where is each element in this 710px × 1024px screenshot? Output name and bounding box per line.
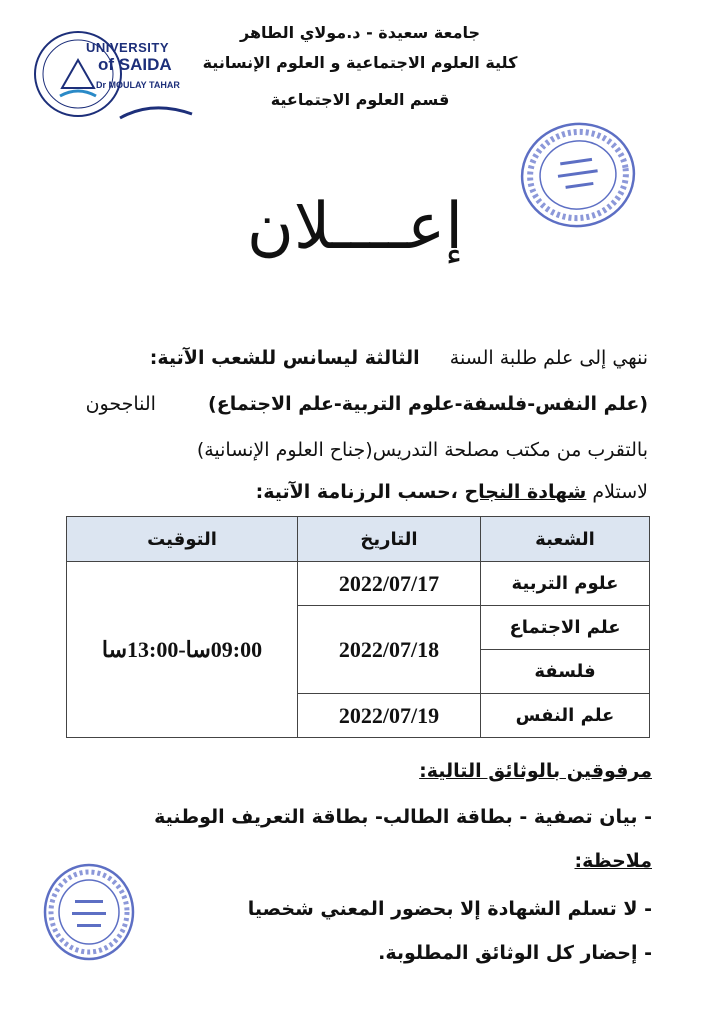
branches-list: (علم النفس-فلسفة-علوم التربية-علم الاجتماع) — [208, 393, 648, 415]
paragraph-1-bold: الثالثة ليسانس للشعب الآتية: — [149, 347, 420, 369]
table-header-row — [67, 517, 650, 562]
paragraph-3-text: بالتقرب من مكتب مصلحة التدريس(جناح العلوم الإنسانية) — [196, 439, 648, 461]
table-row — [67, 562, 650, 606]
notes-title: ملاحظة: — [574, 850, 652, 872]
documents-title: مرفوقين بالوثائق التالية: — [419, 760, 652, 782]
paragraph-4-tail: ،حسب الرزنامة الآتية: — [255, 481, 465, 503]
cell-date: 2022/07/19 — [298, 694, 481, 738]
cell-branch: علوم التربية — [481, 562, 650, 606]
paragraph-line-2 — [86, 386, 648, 422]
university-name: جامعة سعيدة - د.مولاي الطاهر — [239, 23, 481, 42]
cell-branch: علم النفس — [481, 694, 650, 738]
paragraph-1-intro: ننهي إلى علم طلبة السنة — [449, 347, 648, 369]
documents-list: - بيان تصفية - بطاقة الطالب- بطاقة التعريف الوطنية — [154, 806, 652, 828]
department-stamp-bottom — [42, 862, 137, 962]
cell-branch: علم الاجتماع — [481, 606, 650, 650]
note-item: - لا تسلم الشهادة إلا بحضور المعني شخصيا — [247, 898, 652, 920]
cell-time: 09:00سا-13:00سا — [67, 562, 298, 738]
announcement-title: إعــــلان — [246, 190, 464, 264]
schedule-table — [66, 516, 650, 738]
department-name: قسم العلوم الاجتماعية — [270, 90, 450, 109]
note-item: - إحضار كل الوثائق المطلوبة. — [378, 942, 652, 964]
paragraph-line-4 — [256, 474, 648, 510]
certificate-name: شهادة النجاح — [464, 481, 587, 503]
logo-text-moulay-tahar: Dr MOULAY TAHAR — [96, 80, 180, 90]
cell-branch: فلسفة — [481, 650, 650, 694]
paragraph-line-1 — [150, 340, 648, 376]
logo-text-saida: of SAIDA — [98, 55, 172, 74]
paragraph-2-tail: الناجحون — [85, 393, 156, 415]
header-time: التوقيت — [67, 517, 298, 562]
department-stamp — [511, 112, 645, 238]
header-date: التاريخ — [298, 517, 481, 562]
header-branch: الشعبة — [481, 517, 650, 562]
logo-text-university: UNIVERSITY — [86, 40, 170, 55]
paragraph-line-3 — [197, 432, 648, 468]
faculty-name: كلية العلوم الاجتماعية و العلوم الإنسانية — [202, 53, 518, 72]
cell-date: 2022/07/17 — [298, 562, 481, 606]
cell-date: 2022/07/18 — [298, 606, 481, 694]
paragraph-4-intro: لاستلام — [586, 481, 648, 503]
